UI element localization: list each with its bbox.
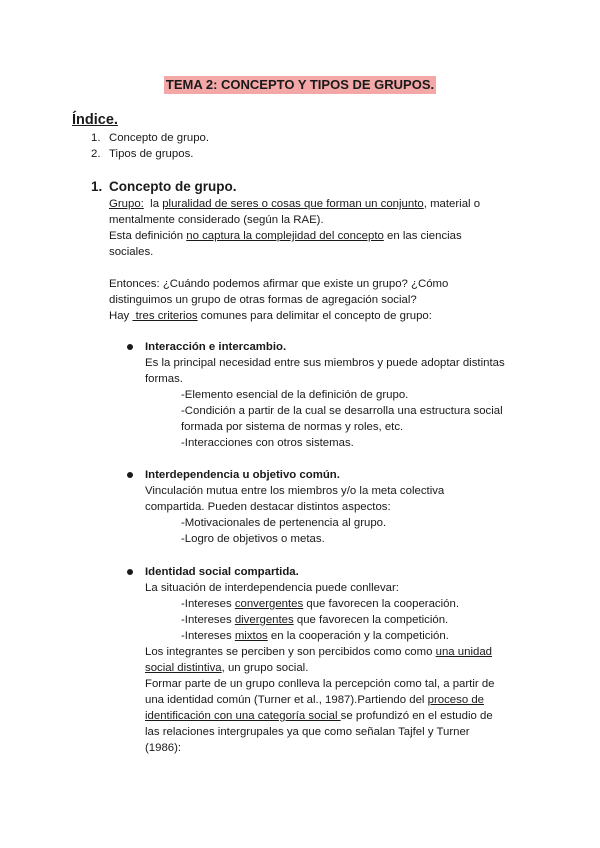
definition-underlined: pluralidad de seres o cosas que forman un conjunto	[162, 198, 424, 210]
bullet-icon	[127, 472, 133, 478]
paragraph-line	[109, 228, 462, 244]
underlined-text: identificación con una categoría social	[145, 710, 341, 722]
sub-item	[181, 596, 459, 612]
bullet-heading: Identidad social compartida.	[145, 566, 299, 578]
underlined-text: divergentes	[234, 614, 294, 626]
underlined-text: proceso de	[427, 694, 484, 706]
definition-line	[109, 196, 480, 212]
text-span: -Intereses	[181, 614, 235, 626]
paragraph-line: Es la principal necesidad entre sus miembros y puede adoptar distintas	[145, 357, 505, 369]
paragraph-line: distinguimos un grupo de otras formas de agregación social?	[109, 294, 417, 306]
paragraph-line	[145, 708, 493, 724]
sub-item: -Condición a partir de la cual se desarrolla una estructura social	[181, 405, 503, 417]
paragraph-line: La situación de interdependencia puede conllevar:	[145, 582, 399, 594]
paragraph-line: sociales.	[109, 246, 154, 258]
index-item: Tipos de grupos.	[109, 148, 194, 160]
text-span: Hay	[109, 310, 133, 322]
paragraph-line: Entonces: ¿Cuándo podemos afirmar que existe un grupo? ¿Cómo	[109, 278, 449, 290]
underlined-text: social distintiva	[145, 662, 222, 674]
sub-item: -Interacciones con otros sistemas.	[181, 437, 354, 449]
paragraph-line: compartida. Pueden destacar distintos aspectos:	[145, 501, 391, 513]
bullet-icon	[127, 569, 133, 575]
text-span: que favorecen la cooperación.	[303, 598, 459, 610]
text-span: en la cooperación y la competición.	[267, 630, 449, 642]
definition-term: Grupo:	[109, 198, 144, 210]
underlined-text: mixtos	[234, 630, 268, 642]
bullet-icon	[127, 344, 133, 350]
text-span: , un grupo social.	[221, 662, 309, 674]
sub-item	[181, 628, 449, 644]
text-span: en las ciencias	[383, 230, 462, 242]
paragraph-line: Formar parte de un grupo conlleva la percepción como tal, a partir de	[145, 678, 495, 690]
paragraph-line: las relaciones intergrupales ya que como señalan Tajfel y Turner	[145, 726, 470, 738]
text-span: se profundizó en el estudio de	[340, 710, 493, 722]
paragraph-line	[109, 308, 432, 324]
text-span: una identidad común (Turner et al., 1987).Partiendo del	[145, 694, 428, 706]
bullet-heading: Interdependencia u objetivo común.	[145, 469, 340, 481]
paragraph-line: formas.	[145, 373, 183, 385]
paragraph-line: Vinculación mutua entre los miembros y/o la meta colectiva	[145, 485, 445, 497]
text-span: , material o	[423, 198, 481, 210]
text-span: que favorecen la competición.	[293, 614, 449, 626]
index-heading: Índice.	[72, 112, 118, 128]
text-span: comunes para delimitar el concepto de grupo:	[197, 310, 432, 322]
sub-item: -Logro de objetivos o metas.	[181, 533, 325, 545]
title-container	[0, 76, 600, 94]
paragraph-line	[145, 644, 492, 660]
text-span: Los integrantes se perciben y son percibidos como como	[145, 646, 436, 658]
text-span: -Intereses	[181, 598, 235, 610]
underlined-text: una unidad	[435, 646, 492, 658]
sub-item	[181, 612, 448, 628]
document-title: TEMA 2: CONCEPTO Y TIPOS DE GRUPOS.	[165, 77, 435, 92]
underlined-text: no captura la complejidad del concepto	[186, 230, 384, 242]
text-span: Esta definición	[109, 230, 187, 242]
index-item-number: 2.	[91, 148, 101, 160]
index-item: Concepto de grupo.	[109, 132, 210, 144]
paragraph-line: (1986):	[145, 742, 182, 754]
sub-item: formada por sistema de normas y roles, etc.	[181, 421, 404, 433]
section-number: 1.	[91, 179, 103, 194]
sub-item: -Elemento esencial de la definición de grupo.	[181, 389, 409, 401]
underlined-text: tres criterios	[132, 310, 198, 322]
text-span: -Intereses	[181, 630, 235, 642]
definition-line: mentalmente considerado (según la RAE).	[109, 214, 324, 226]
section-heading: Concepto de grupo.	[109, 179, 237, 194]
index-item-number: 1.	[91, 132, 101, 144]
paragraph-line	[145, 660, 308, 676]
underlined-text: convergentes	[234, 598, 304, 610]
text-span: la	[143, 198, 163, 210]
paragraph-line	[145, 692, 484, 708]
bullet-heading: Interacción e intercambio.	[145, 341, 287, 353]
sub-item: -Motivacionales de pertenencia al grupo.	[181, 517, 387, 529]
